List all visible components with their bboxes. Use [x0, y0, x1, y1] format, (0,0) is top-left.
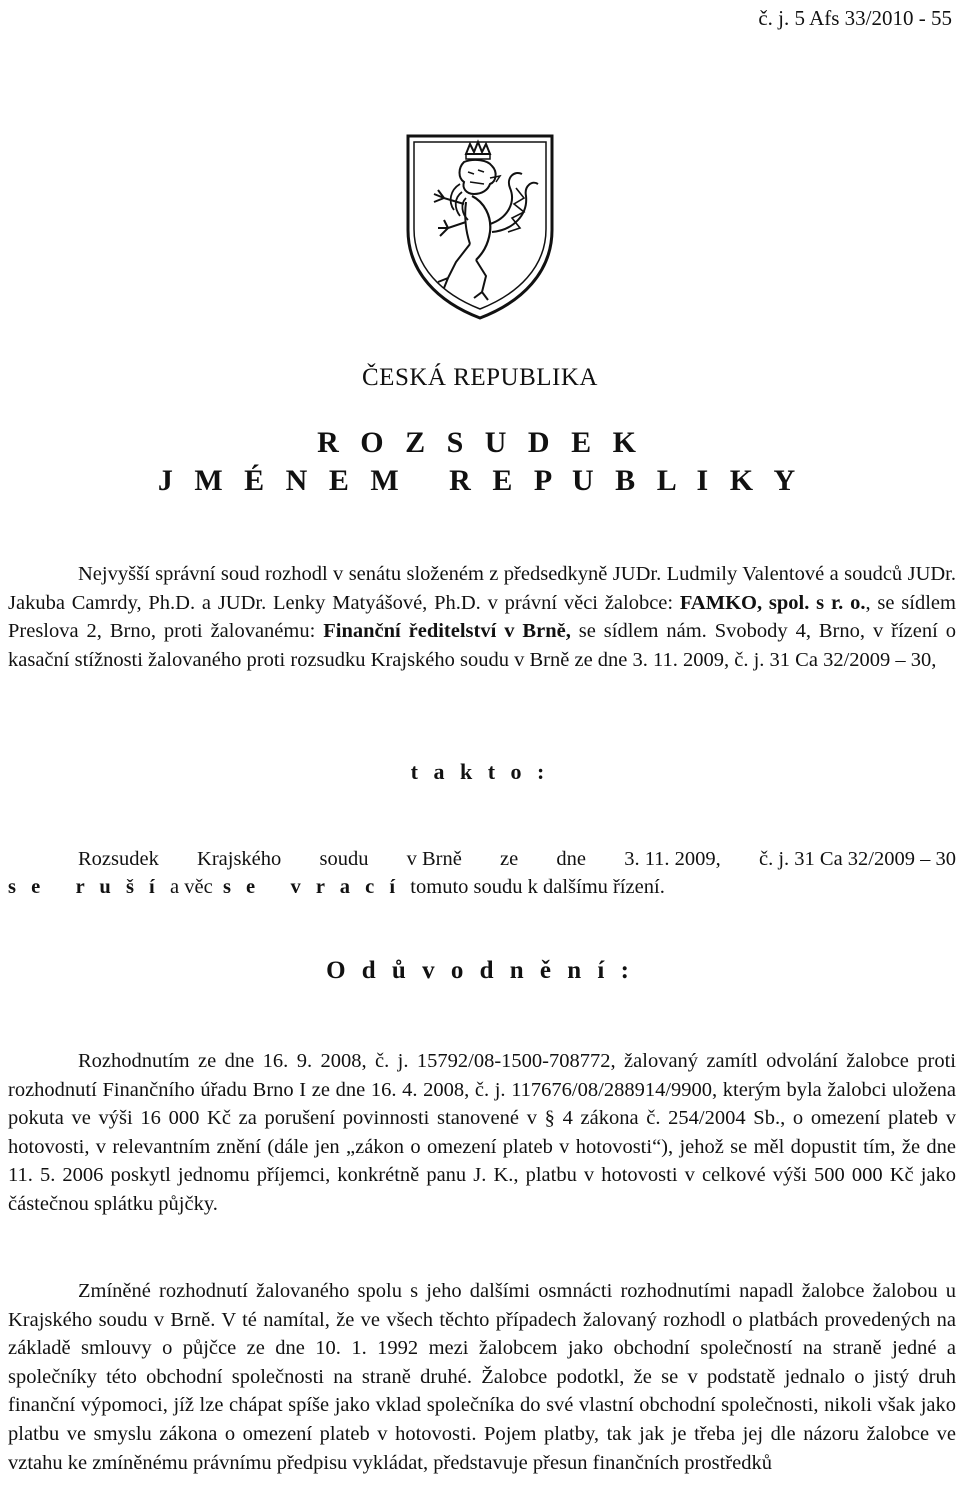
paragraph-text: Rozhodnutím ze dne 16. 9. 2008, č. j. 15792/08-1500-708772, žalovaný zamítl odvolání žalobce proti rozhodnutí Finančního úřadu Brno I ze dne 16. 4. 2008, č. j. 117676/08/288914/9900, kterým byla žalobci uložena pokuta ve výši 16 000 Kč za porušení povinnosti stanovené v § 4 zákona č. 254/2004 Sb., o omezení plateb v hotovosti, v relevantním znění (dále jen „zákon o omezení plateb v hotovosti“), jehož se měl dopustit tím, že dne 11. 5. 2006 poskytl jednomu příjemci, konkrétně panu J. K., platbu v hotovosti v celkové výši 500 000 Kč jako částečnou splátku půjčky.	[8, 1050, 956, 1215]
intro-text-1: Nejvyšší správní soud rozhodl v senátu složeném z předsedkyně JUDr. Ludmily Valentové a soudců JUDr. Jakuba Camrdy, Ph.D. a JUDr. Lenky Matyášové, Ph.D. v právní věci žalobce:	[8, 563, 956, 614]
reasoning-paragraph-1	[8, 1047, 956, 1219]
verdict-line-2	[8, 873, 956, 901]
verdict-word: soudu	[319, 848, 369, 870]
plaintiff-name: FAMKO, spol. s r. o.	[679, 591, 866, 614]
verdict-end: tomuto soudu k dalšímu řízení.	[400, 876, 665, 898]
case-reference: č. j. 5 Afs 33/2010 - 55	[758, 6, 952, 30]
verdict-line-1	[78, 845, 956, 873]
verdict-word: ze	[500, 848, 519, 870]
verdict-vraci: s e v r a c í	[222, 876, 401, 898]
reasoning-paragraph-2	[8, 1277, 956, 1477]
verdict-word: Krajského	[197, 848, 282, 870]
paragraph-text: Zmíněné rozhodnutí žalovaného spolu s jeho dalšími osmnácti rozhodnutími napadl žalobce žalobou u Krajského soudu v Brně. V té namítal, že ve všech těchto případech žalovaný rozhodl o platbách provedených na základě smlouvy o půjčce ze dne 10. 1. 1992 mezi žalobcem jako obchodní společností na straně jedné a společníky této obchodní společnosti na straně druhé. Žalobce podotkl, že se v podstatě jednalo o jistý druh finanční výpomoci, jíž lze chápat spíše jako vklad společníka do své vlastní obchodní společnosti, nikoli však jako platbu ve smyslu zákona o omezení plateb v hotovosti. Pojem platby, tak jak je třeba jej dle názoru žalobce ve vztahu ke zmíněnému právnímu předpisu vykládat, představuje přesun finančních prostředků	[8, 1280, 956, 1474]
verdict-word: Rozsudek	[78, 848, 159, 870]
judgment-title: R O Z S U D E K	[317, 426, 643, 459]
coat-of-arms-icon	[404, 132, 556, 322]
intro-text-2: , se sídlem Preslova 2, Brno, proti žalovanému:	[8, 591, 956, 643]
takto-heading: t a k t o :	[410, 759, 550, 784]
judgment-subtitle: J M É N E M R E P U B L I K Y	[157, 464, 803, 497]
intro-text-3: se sídlem nám. Svobody 4, Brno, v řízení o kasační stížnosti žalovaného proti rozsudku Krajského soudu v Brně ze dne 3. 11. 2009, č. j. 31 Ca 32/2009 – 30,	[8, 620, 956, 671]
defendant-name: Finanční ředitelství v Brně,	[323, 620, 571, 643]
verdict-word: v Brně	[406, 848, 462, 870]
intro-paragraph	[8, 560, 956, 674]
verdict-rusi: s e r u š í	[8, 876, 160, 898]
country-heading: ČESKÁ REPUBLIKA	[362, 364, 598, 391]
verdict-word: č. j. 31 Ca 32/2009 – 30	[758, 848, 956, 870]
reasoning-heading: O d ů v o d n ě n í :	[326, 957, 634, 984]
verdict-word: 3. 11. 2009,	[624, 848, 721, 870]
verdict-mid: a věc	[159, 876, 223, 898]
verdict-word: dne	[556, 848, 587, 870]
